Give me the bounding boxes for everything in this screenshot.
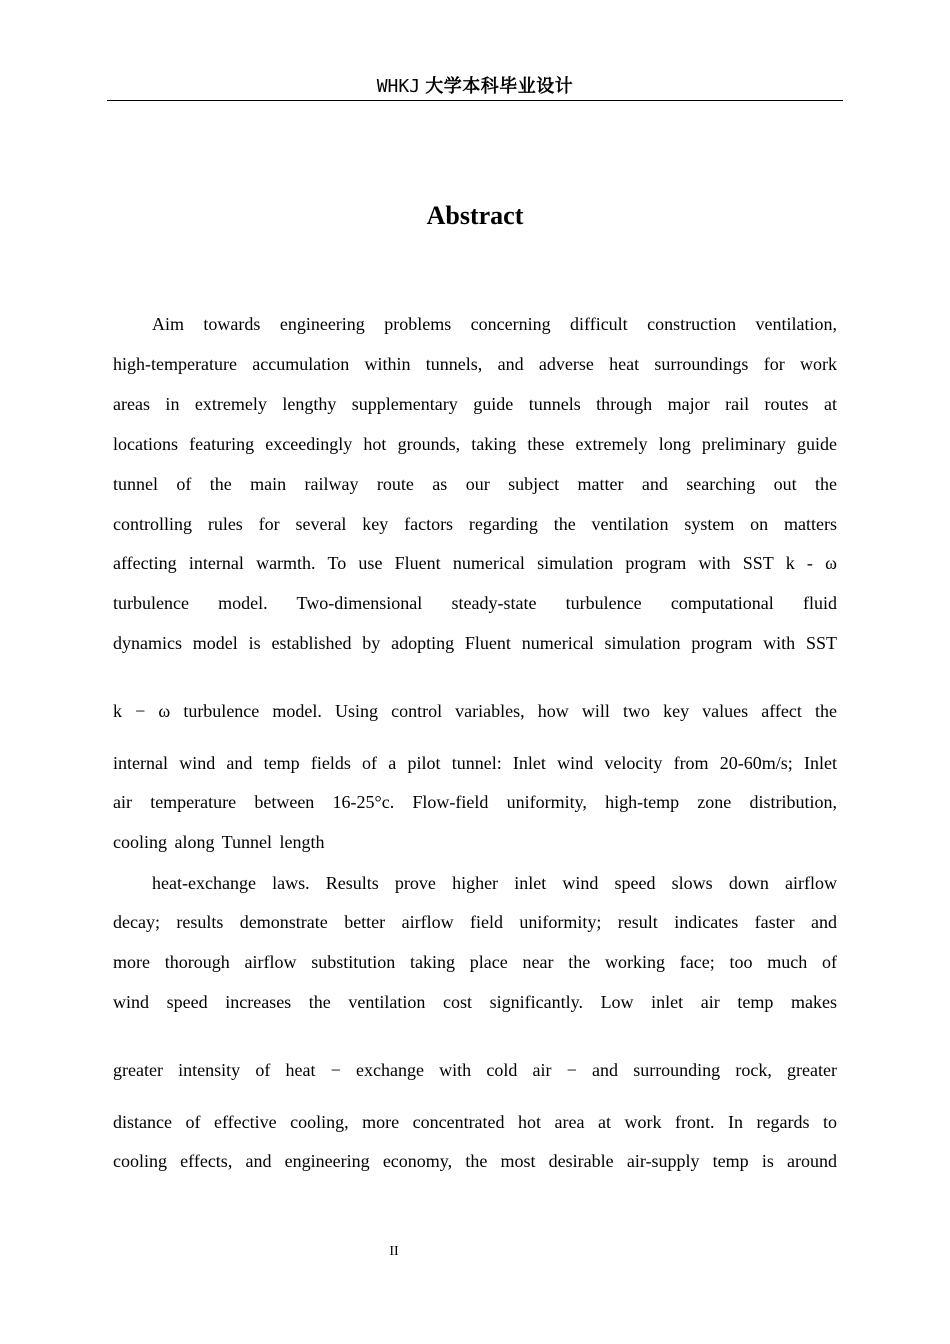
abstract-line: greater intensity of heat − exchange with cold air − and surrounding rock, greater xyxy=(113,1060,837,1080)
abstract-line: air temperature between 16-25°c. Flow-field uniformity, high-temp zone distribution, xyxy=(113,792,837,812)
abstract-title: Abstract xyxy=(426,201,524,230)
abstract-line: Aim towards engineering problems concerning difficult construction ventilation, xyxy=(152,314,837,334)
abstract-line: internal wind and temp fields of a pilot tunnel: Inlet wind velocity from 20-60m/s; Inlet xyxy=(113,753,837,773)
abstract-line: areas in extremely lengthy supplementary guide tunnels through major rail routes at xyxy=(113,394,837,414)
running-header xyxy=(107,74,843,101)
abstract-line: dynamics model is established by adopting Fluent numerical simulation program with SST xyxy=(113,633,837,653)
abstract-line: tunnel of the main railway route as our subject matter and searching out the xyxy=(113,474,837,494)
abstract-line: wind speed increases the ventilation cost significantly. Low inlet air temp makes xyxy=(113,992,837,1012)
abstract-line: turbulence model. Two-dimensional steady-state turbulence computational fluid xyxy=(113,593,837,613)
page-number: II xyxy=(389,1244,399,1259)
abstract-line: more thorough airflow substitution taking place near the working face; too much of xyxy=(113,952,837,972)
abstract-line: heat-exchange laws. Results prove higher inlet wind speed slows down airflow xyxy=(152,873,837,893)
abstract-line: k − ω turbulence model. Using control variables, how will two key values affect the xyxy=(113,701,837,721)
abstract-line: high-temperature accumulation within tunnels, and adverse heat surroundings for work xyxy=(113,354,837,374)
header-document-type: 大学本科毕业设计 xyxy=(425,76,574,97)
abstract-line: decay; results demonstrate better airflow field uniformity; result indicates faster and xyxy=(113,912,837,932)
abstract-line: controlling rules for several key factors regarding the ventilation system on matters xyxy=(113,514,837,534)
abstract-line: cooling effects, and engineering economy, the most desirable air-supply temp is around xyxy=(113,1151,837,1171)
header-institution-code: WHKJ xyxy=(376,76,421,97)
abstract-line: locations featuring exceedingly hot grounds, taking these extremely long preliminary guide xyxy=(113,434,837,454)
abstract-line: cooling along Tunnel length xyxy=(113,832,325,852)
abstract-line: affecting internal warmth. To use Fluent numerical simulation program with SST k - ω xyxy=(113,553,837,573)
abstract-line: distance of effective cooling, more concentrated hot area at work front. In regards to xyxy=(113,1112,837,1132)
